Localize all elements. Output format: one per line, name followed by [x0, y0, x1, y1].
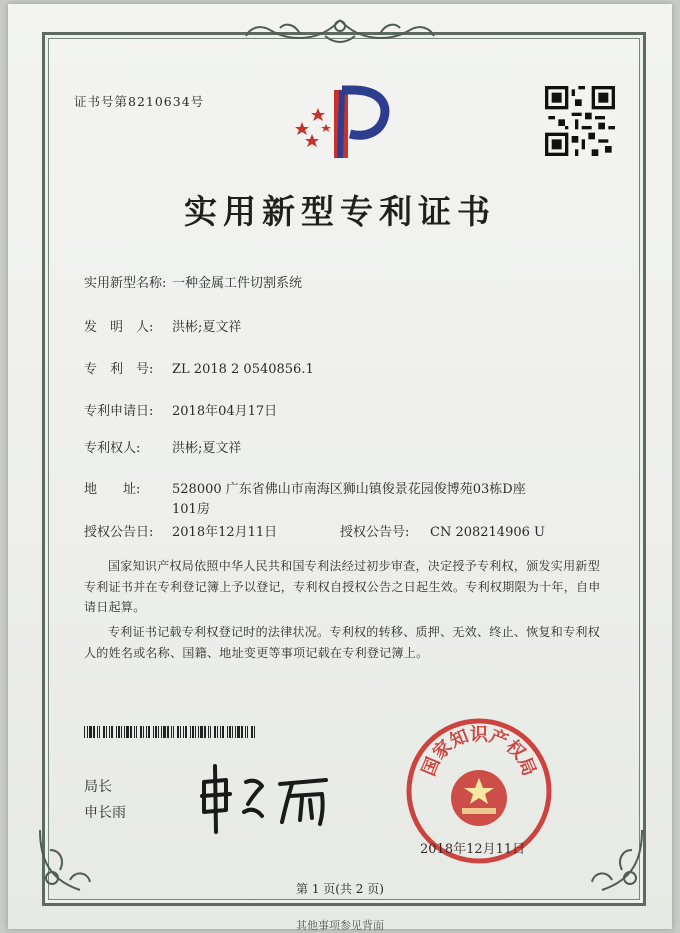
- seal-date: 2018年12月11日: [420, 842, 526, 857]
- field-holder-label: 专利权人:: [84, 441, 141, 456]
- svg-text:国家知识产权局: 国家知识产权局: [418, 724, 540, 780]
- back-side-note: 其他事项参见背面: [296, 919, 384, 932]
- field-patent-number: [84, 358, 314, 377]
- field-address-label: 地 址:: [84, 482, 141, 497]
- field-grant-date-value: 2018年12月11日: [172, 525, 278, 540]
- field-holder: [84, 437, 241, 456]
- top-ornament-icon: [240, 12, 440, 52]
- field-inventor: [84, 316, 241, 335]
- field-address-value: 528000 广东省佛山市南海区狮山镇俊景花园俊博苑03栋D座101房: [172, 482, 526, 517]
- barcode-icon: [84, 726, 256, 738]
- body-paragraph-1: 国家知识产权局依照中华人民共和国专利法经过初步审查，决定授予专利权，颁发实用新型专利证书并在专利登记簿上予以登记，专利权自授权公告之日起生效。专利权期限为十年，自申请日起算。: [84, 559, 601, 614]
- field-inventor-label: 发 明 人:: [84, 320, 154, 335]
- director-name: 申长雨: [84, 805, 126, 821]
- director-signature-icon: [196, 760, 346, 840]
- field-inventor-value: 洪彬;夏文祥: [172, 320, 242, 335]
- field-grant-number-label: 授权公告号:: [340, 525, 410, 540]
- field-patent-number-value: ZL 2018 2 0540856.1: [172, 362, 314, 377]
- page-number: 第 1 页(共 2 页): [296, 882, 384, 896]
- field-holder-value: 洪彬;夏文祥: [172, 441, 242, 456]
- field-grant-date: [84, 521, 277, 540]
- field-apply-date-label: 专利申请日:: [84, 404, 154, 419]
- certificate-title: 实用新型专利证书: [184, 192, 496, 231]
- field-name-value: 一种金属工件切割系统: [172, 276, 303, 291]
- field-apply-date: [84, 400, 277, 419]
- field-apply-date-value: 2018年04月17日: [172, 404, 278, 419]
- field-name-label: 实用新型名称:: [84, 276, 167, 291]
- patent-office-logo-icon: [290, 82, 400, 162]
- field-name: [84, 272, 302, 291]
- certificate-number: 证书号第8210634号: [74, 94, 205, 109]
- field-grant-number: [340, 521, 545, 540]
- field-grant-date-label: 授权公告日:: [84, 525, 154, 540]
- field-patent-number-label: 专 利 号:: [84, 362, 154, 377]
- qr-code-icon: [545, 86, 615, 156]
- director-title: 局长: [84, 779, 112, 795]
- field-grant-number-value: CN 208214906 U: [430, 525, 545, 540]
- body-paragraph-2: 专利证书记载专利权登记时的法律状况。专利权的转移、质押、无效、终止、恢复和专利权人的姓名或名称、国籍、地址变更等事项记载在专利登记簿上。: [84, 625, 601, 660]
